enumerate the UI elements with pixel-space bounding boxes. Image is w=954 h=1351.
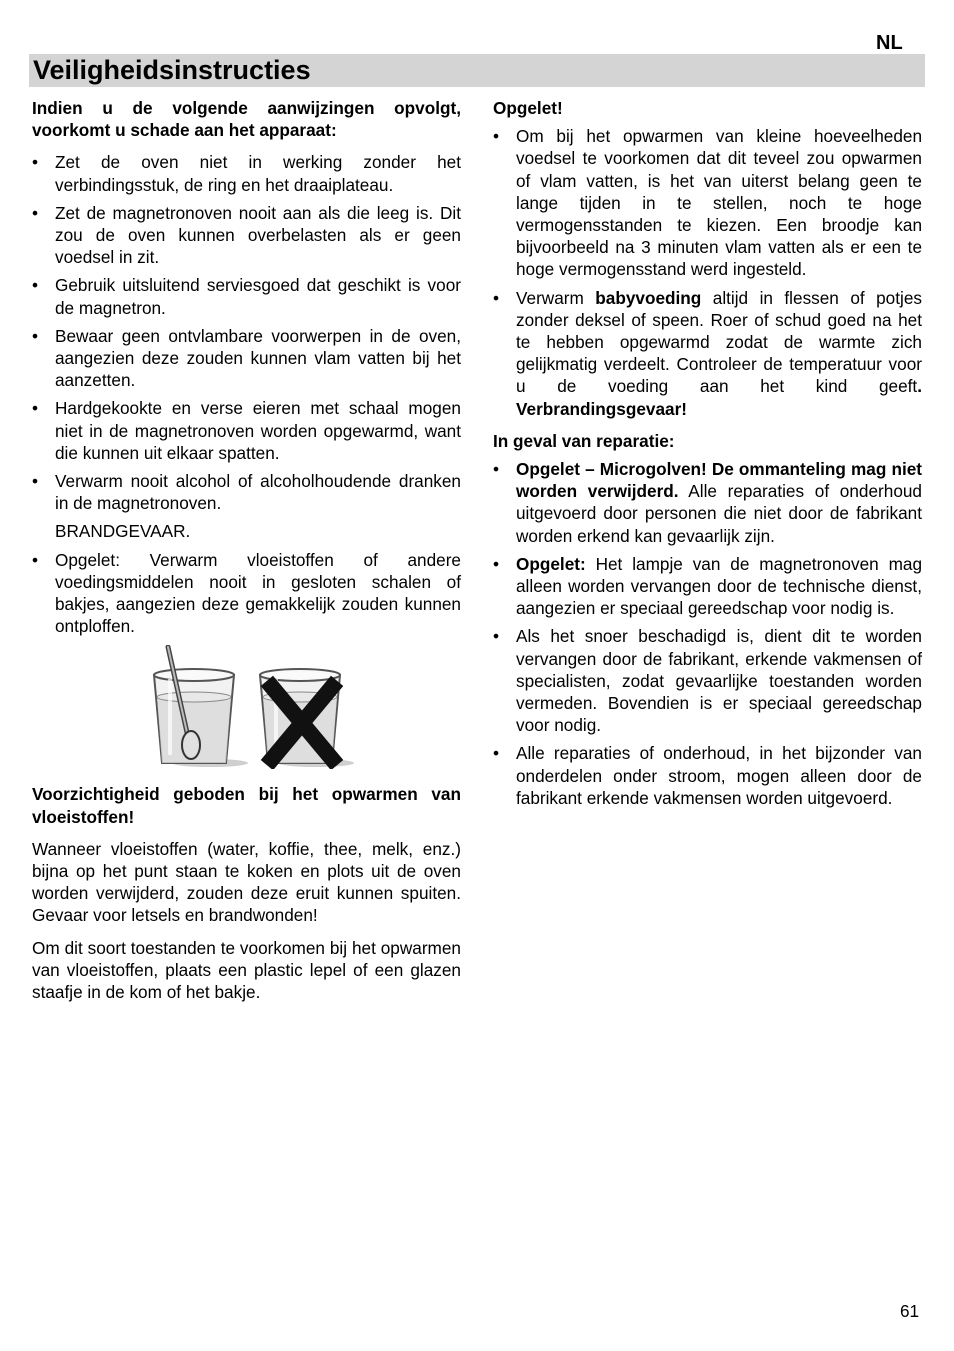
attention-list [493, 125, 922, 420]
list-item: • Zet de oven niet in werking zonder het verbindingsstuk, de ring en het draaiplateau. [32, 151, 461, 195]
title-bar [29, 54, 925, 87]
glass-illustration [32, 645, 461, 771]
list-item: • Alle reparaties of onderhoud, in het bijzonder van onderdelen onder stroom, mogen alleen door de fabrikant erkende vakmensen worden uitgevoerd. [493, 742, 922, 809]
bold-text: Opgelet – Microgolven! De ommanteling mag niet worden verwijderd. [516, 459, 922, 502]
list-item [493, 287, 922, 420]
left-column [32, 97, 461, 1013]
right-column [493, 97, 922, 815]
list-item [493, 553, 922, 620]
language-code: NL [876, 32, 903, 54]
fire-hazard-note: BRANDGEVAAR. [55, 521, 191, 542]
text: Het lampje van de magnetronoven mag alleen worden vervangen door de technische dienst, aangezien er speciaal gereedschap voor nodig is. [516, 553, 922, 619]
repair-list [493, 458, 922, 809]
list-item: • Als het snoer beschadigd is, dient dit te worden vervangen door de fabrikant, erkende vakmensen of specialisten, zodat gevaarlijke toestanden worden vermeden. Bovendien is er speciaal gereedschap voor nodig. [493, 625, 922, 736]
list-item: • Gebruik uitsluitend serviesgoed dat geschikt is voor de magnetron. [32, 274, 461, 318]
bold-text: Opgelet: [516, 553, 586, 574]
list-item: • Om bij het opwarmen van kleine hoeveelheden voedsel te voorkomen dat dit teveel zou opwarmen of vlam vatten, is het van uiterst belang geen te lange tijden in te stellen, noch te hoge vermogensstanden te kiezen. Een broodje kan bijvoorbeeld na 3 minuten vlam vatten als er een te hoge vermogensstand werd ingesteld. [493, 125, 922, 280]
intro-text: Indien u de volgende aanwijzingen opvolgt, voorkomt u schade aan het apparaat: [32, 98, 461, 141]
section-heading-repair: In geval van reparatie: [493, 430, 675, 451]
section-heading-attention: Opgelet! [493, 98, 563, 118]
text: Alle reparaties of onderhoud uitgevoerd door personen die niet door de fabrikant worden erkend kan gevaarlijk zijn. [516, 481, 922, 546]
bold-text: babyvoeding [595, 287, 702, 308]
text: altijd in flessen of potjes zonder deksel of speen. Roer of schud goed na het te hebben opgewarmd zodat de warmte zich gelijkmatig verdeelt. Controleer de temperatuur voor u de voeding aan het kind geeft [516, 287, 922, 397]
page-title: Veiligheidsinstructies [33, 55, 311, 85]
text: Verwarm [516, 287, 596, 308]
list-item: • Opgelet: Verwarm vloeistoffen of andere voedingsmiddelen nooit in gesloten schalen of bakjes, aangezien deze gemakkelijk zouden kunnen ontploffen. [32, 549, 461, 638]
list-item: • Hardgekookte en verse eieren met schaal mogen niet in de magnetronoven worden opgewarmd, want die kunnen uit elkaar spatten. [32, 397, 461, 464]
glass-with-spoon-icon [154, 647, 234, 763]
list-item [493, 458, 922, 547]
list-item: • Verwarm nooit alcohol of alcoholhoudende dranken in de magnetronoven. [32, 470, 461, 514]
safety-list [32, 151, 461, 514]
page-number: 61 [900, 1301, 920, 1321]
paragraph: Wanneer vloeistoffen (water, koffie, thee, melk, enz.) bijna op het punt staan te koken en plots uit de oven worden verwijderd, zouden deze eruit kunnen spuiten. Gevaar voor letsels en brandwonden! [32, 838, 461, 926]
list-item: • Zet de magnetronoven nooit aan als die leeg is. Dit zou de oven kunnen overbelasten als er geen voedsel in zit. [32, 202, 461, 269]
safety-list-continued [32, 549, 461, 638]
caution-heading: Voorzichtigheid geboden bij het opwarmen van vloeistoffen! [32, 784, 461, 827]
paragraph: Om dit soort toestanden te voorkomen bij het opwarmen van vloeistoffen, plaats een plastic lepel of een glazen staafje in de kom of het bakje. [32, 937, 461, 1003]
list-item: • Bewaar geen ontvlambare voorwerpen in de oven, aangezien deze zouden kunnen vlam vatten bij het aanzetten. [32, 325, 461, 392]
bold-text: . Verbrandingsgevaar! [516, 376, 922, 419]
